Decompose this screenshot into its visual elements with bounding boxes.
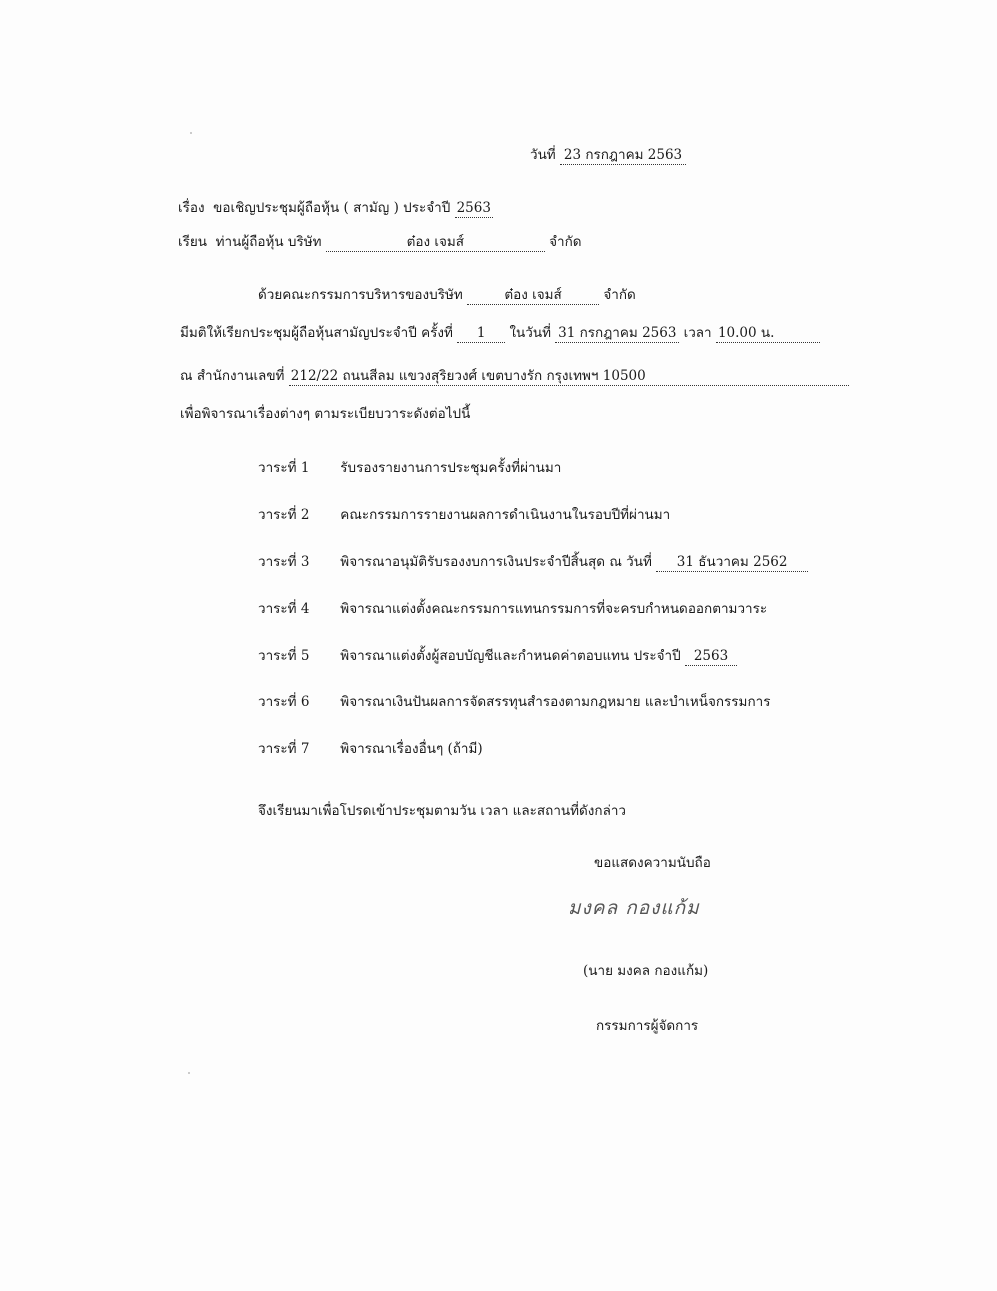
body-line-2-prefix: มีมติให้เรียกประชุมผู้ถือหุ้นสามัญประจำปี ครั้งที่ [180, 325, 453, 341]
meeting-date: 31 กรกฎาคม 2563 [555, 324, 679, 343]
meeting-time: 10.00 น. [716, 324, 820, 343]
signer-name: (นาย มงคล กองแก้ม) [583, 963, 709, 979]
regards-text: ขอแสดงความนับถือ [594, 855, 711, 871]
body-line-4: เพื่อพิจารณาเรื่องต่างๆ ตามระเบียบวาระดังต่อไปนี้ [180, 406, 471, 422]
agenda-text: พิจารณาเรื่องอื่นๆ (ถ้ามี) [340, 741, 483, 757]
fiscal-year-end: 31 ธันวาคม 2562 [656, 553, 808, 572]
closing-text: จึงเรียนมาเพื่อโปรดเข้าประชุมตามวัน เวลา และสถานที่ดังกล่าว [258, 803, 627, 819]
to-text: ท่านผู้ถือหุ้น บริษัท [215, 234, 322, 250]
time-label: เวลา [683, 325, 712, 341]
agenda-label: วาระที่ 3 [258, 554, 310, 570]
agenda-label: วาระที่ 7 [258, 741, 310, 757]
salutation-line [178, 233, 582, 252]
scan-speck [188, 1072, 190, 1074]
agenda-item [258, 693, 770, 711]
subject-line [178, 199, 493, 218]
agenda-text: พิจารณาเงินปันผลการจัดสรรทุนสำรองตามกฎหมาย และบำเหน็จกรรมการ [340, 694, 771, 710]
handwritten-signature: มงคล กองแก้ม [568, 897, 700, 919]
body-line-1 [258, 286, 636, 305]
agenda-text: พิจารณาอนุมัติรับรองงบการเงินประจำปีสิ้นสุด ณ วันที่ [340, 554, 652, 570]
agenda-text: พิจารณาแต่งตั้งผู้สอบบัญชีและกำหนดค่าตอบแทน ประจำปี [340, 648, 681, 664]
scan-speck [190, 132, 192, 134]
company-name-body: ต๋อง เจมส์ [467, 286, 599, 305]
agenda-label: วาระที่ 1 [258, 460, 310, 476]
date-line [530, 146, 686, 165]
subject-year: 2563 [456, 200, 491, 216]
agenda-text: รับรองรายงานการประชุมครั้งที่ผ่านมา [340, 460, 562, 476]
office-address: 212/22 ถนนสีลม แขวงสุริยวงศ์ เขตบางรัก กรุงเทพฯ 10500 [289, 367, 849, 386]
meeting-date-label: ในวันที่ [509, 325, 551, 341]
signer-title: กรรมการผู้จัดการ [596, 1018, 699, 1034]
agenda-label: วาระที่ 2 [258, 507, 310, 523]
body-line-1-prefix: ด้วยคณะกรรมการบริหารของบริษัท [258, 287, 463, 303]
agenda-item [258, 647, 737, 666]
agenda-item [258, 740, 483, 758]
company-name: ต๋อง เจมส์ [326, 233, 545, 252]
agenda-label: วาระที่ 5 [258, 648, 310, 664]
audit-year: 2563 [685, 647, 737, 666]
date-value: 23 กรกฎาคม 2563 [560, 146, 686, 165]
agenda-label: วาระที่ 6 [258, 694, 310, 710]
agenda-item [258, 506, 670, 524]
body-line-3 [180, 367, 849, 386]
subject-label: เรื่อง [178, 200, 205, 216]
company-suffix: จำกัด [549, 234, 582, 250]
date-label: วันที่ [530, 147, 556, 163]
body-line-1-suffix: จำกัด [603, 287, 636, 303]
agenda-item [258, 600, 767, 618]
to-label: เรียน [178, 234, 208, 250]
meeting-number: 1 [457, 324, 505, 343]
agenda-text: พิจารณาแต่งตั้งคณะกรรมการแทนกรรมการที่จะครบกำหนดออกตามวาระ [340, 601, 768, 617]
subject-text: ขอเชิญประชุมผู้ถือหุ้น ( สามัญ ) ประจำปี [213, 200, 451, 216]
office-label: ณ สำนักงานเลขที่ [180, 368, 285, 384]
agenda-item [258, 553, 808, 572]
agenda-text: คณะกรรมการรายงานผลการดำเนินงานในรอบปีที่ผ่านมา [340, 507, 671, 523]
body-line-2 [180, 324, 820, 343]
agenda-label: วาระที่ 4 [258, 601, 310, 617]
agenda-item [258, 459, 561, 477]
